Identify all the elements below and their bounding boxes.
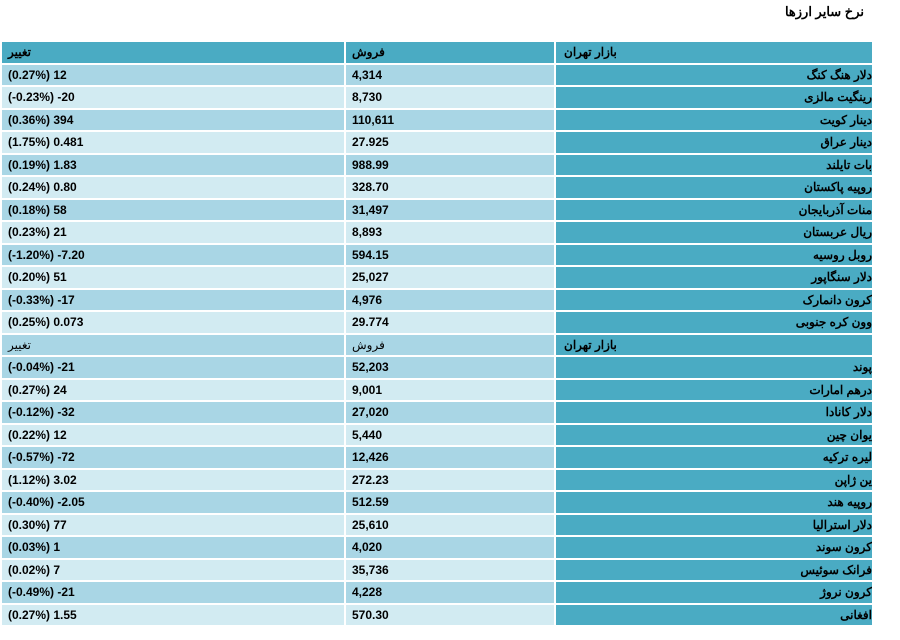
currency-name: لیره ترکیه	[822, 450, 872, 465]
table-row	[2, 515, 872, 536]
change-cell: (0.23%) 21	[2, 222, 346, 243]
currency-name: دلار استرالیا	[812, 517, 872, 532]
table-row	[2, 132, 872, 153]
currency-name-cell	[556, 267, 872, 288]
currency-name-cell	[556, 447, 872, 468]
table-row	[2, 425, 872, 446]
sell-price-cell: 110,611	[346, 110, 556, 131]
page-title: نرخ سایر ارزها	[784, 4, 864, 19]
table-row	[2, 582, 872, 603]
table-row	[2, 470, 872, 491]
currency-name-cell	[556, 357, 872, 378]
currency-name-cell	[556, 177, 872, 198]
table-row	[2, 312, 872, 333]
sell-price-cell: 9,001	[346, 380, 556, 401]
table-row	[2, 537, 872, 558]
subheader-market: بازار تهران	[556, 335, 872, 356]
currency-name-cell	[556, 537, 872, 558]
sell-price-cell: 4,976	[346, 290, 556, 311]
sell-price-cell: 31,497	[346, 200, 556, 221]
sell-price-cell: 27.925	[346, 132, 556, 153]
sell-price-cell: 4,020	[346, 537, 556, 558]
change-cell: (0.27%) 1.55	[2, 605, 346, 626]
currency-name: کرون دانمارک	[802, 292, 872, 307]
table-row	[2, 447, 872, 468]
change-cell: (0.30%) 77	[2, 515, 346, 536]
change-cell: (0.18%) 58	[2, 200, 346, 221]
currency-name-cell	[556, 110, 872, 131]
currency-name-cell	[556, 582, 872, 603]
sell-price-cell: 35,736	[346, 560, 556, 581]
table-row	[2, 267, 872, 288]
sell-price-cell: 25,027	[346, 267, 556, 288]
change-cell: (-0.49%) -21	[2, 582, 346, 603]
currency-name-cell	[556, 200, 872, 221]
currency-name: وون کره جنوبی	[795, 315, 872, 330]
table-row	[2, 65, 872, 86]
currency-name: ریال عربستان	[803, 225, 872, 240]
table-row	[2, 110, 872, 131]
header-market: بازار تهران	[556, 42, 872, 63]
table-row	[2, 222, 872, 243]
change-cell: (-0.40%) -2.05	[2, 492, 346, 513]
currency-name-cell	[556, 87, 872, 108]
sell-price-cell: 29.774	[346, 312, 556, 333]
currency-name: یوان چین	[826, 427, 872, 442]
currency-name: روبل روسیه	[812, 247, 872, 262]
change-cell: (0.22%) 12	[2, 425, 346, 446]
sell-price-cell: 4,314	[346, 65, 556, 86]
change-cell: (-0.12%) -32	[2, 402, 346, 423]
currency-name-cell	[556, 515, 872, 536]
change-cell: (1.12%) 3.02	[2, 470, 346, 491]
change-cell: (1.75%) 0.481	[2, 132, 346, 153]
currency-name: کرون سوند	[815, 540, 872, 555]
table-row	[2, 245, 872, 266]
currency-name: افغانی	[840, 607, 872, 622]
currency-rates-table	[2, 40, 872, 627]
table-row	[2, 492, 872, 513]
change-cell: (0.03%) 1	[2, 537, 346, 558]
table-row	[2, 87, 872, 108]
table-row	[2, 402, 872, 423]
change-cell: (0.19%) 1.83	[2, 155, 346, 176]
change-cell: (-1.20%) -7.20	[2, 245, 346, 266]
table-row	[2, 380, 872, 401]
currency-name: پوند	[852, 360, 872, 375]
currency-name: منات آذربایجان	[798, 202, 872, 217]
sell-price-cell: 27,020	[346, 402, 556, 423]
table-row	[2, 200, 872, 221]
change-cell: (0.20%) 51	[2, 267, 346, 288]
currency-name-cell	[556, 470, 872, 491]
currency-name: کرون نروژ	[820, 585, 872, 600]
change-cell: (0.27%) 24	[2, 380, 346, 401]
change-cell: (0.36%) 394	[2, 110, 346, 131]
change-cell: (-0.04%) -21	[2, 357, 346, 378]
currency-name: روپیه پاکستان	[804, 180, 872, 195]
change-cell: (0.25%) 0.073	[2, 312, 346, 333]
change-cell: (0.27%) 12	[2, 65, 346, 86]
sell-price-cell: 8,893	[346, 222, 556, 243]
table-row	[2, 357, 872, 378]
sell-price-cell: 52,203	[346, 357, 556, 378]
table-row	[2, 177, 872, 198]
currency-name-cell	[556, 222, 872, 243]
currency-name: دینار کویت	[819, 112, 872, 127]
change-cell: (0.24%) 0.80	[2, 177, 346, 198]
sell-price-cell: 328.70	[346, 177, 556, 198]
sell-price-cell: 272.23	[346, 470, 556, 491]
table-subheader-row	[2, 335, 872, 356]
currency-name-cell	[556, 245, 872, 266]
header-change: تغییر	[2, 42, 346, 63]
change-cell: (0.02%) 7	[2, 560, 346, 581]
currency-name: رینگیت مالزی	[804, 90, 872, 105]
currency-name-cell	[556, 560, 872, 581]
currency-name-cell	[556, 380, 872, 401]
change-cell: (-0.33%) -17	[2, 290, 346, 311]
currency-name-cell	[556, 402, 872, 423]
currency-name: ین ژاپن	[834, 472, 872, 487]
sell-price-cell: 570.30	[346, 605, 556, 626]
table-row	[2, 605, 872, 626]
currency-name-cell	[556, 312, 872, 333]
sell-price-cell: 988.99	[346, 155, 556, 176]
table-row	[2, 290, 872, 311]
currency-name: دلار سنگاپور	[811, 270, 872, 285]
currency-name-cell	[556, 155, 872, 176]
currency-name: فرانک سوئیس	[800, 562, 872, 577]
sell-price-cell: 512.59	[346, 492, 556, 513]
table-row	[2, 560, 872, 581]
subheader-change: تغییر	[2, 335, 346, 356]
currency-name-cell	[556, 492, 872, 513]
table-header-row	[2, 42, 872, 63]
currency-name-cell	[556, 132, 872, 153]
sell-price-cell: 594.15	[346, 245, 556, 266]
currency-name-cell	[556, 605, 872, 626]
currency-name: دلار کانادا	[825, 405, 872, 420]
change-cell: (-0.57%) -72	[2, 447, 346, 468]
currency-name: روپیه هند	[827, 495, 872, 510]
currency-name: بات تایلند	[826, 157, 872, 172]
currency-name-cell	[556, 425, 872, 446]
currency-name: دلار هنگ کنگ	[806, 67, 872, 82]
change-cell: (-0.23%) -20	[2, 87, 346, 108]
currency-name: دینار عراق	[820, 135, 872, 150]
currency-name: درهم امارات	[809, 382, 872, 397]
sell-price-cell: 25,610	[346, 515, 556, 536]
sell-price-cell: 4,228	[346, 582, 556, 603]
sell-price-cell: 12,426	[346, 447, 556, 468]
currency-name-cell	[556, 290, 872, 311]
table-row	[2, 155, 872, 176]
sell-price-cell: 5,440	[346, 425, 556, 446]
sell-price-cell: 8,730	[346, 87, 556, 108]
subheader-sell: فروش	[346, 335, 556, 356]
currency-name-cell	[556, 65, 872, 86]
header-sell: فروش	[346, 42, 556, 63]
